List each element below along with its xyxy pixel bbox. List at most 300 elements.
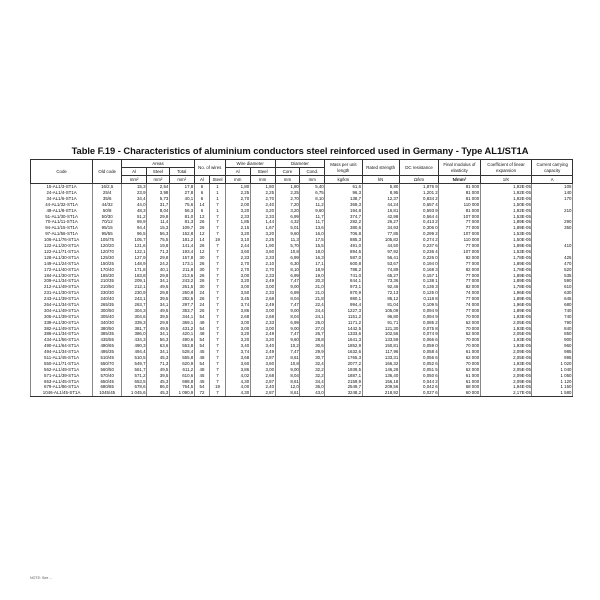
table-cell: 30,6 bbox=[300, 343, 325, 349]
table-cell: 68 000 bbox=[439, 384, 480, 390]
table-cell: 2,09E-05 bbox=[480, 349, 532, 355]
table-cell: 8,10 bbox=[275, 266, 300, 272]
conductor-code-cell: 243-AL1/39-ST1A bbox=[31, 296, 93, 302]
table-body bbox=[31, 184, 573, 397]
conductor-code-cell: 339-AL1/30-ST1A bbox=[31, 319, 93, 325]
table-cell: 1939,5 bbox=[325, 367, 362, 373]
table-cell: 1,89E-05 bbox=[480, 225, 532, 231]
table-cell: 102,56 bbox=[362, 331, 399, 337]
table-cell: 12 bbox=[194, 249, 210, 255]
table-cell: 56,3 bbox=[169, 208, 194, 214]
table-cell: 3,00 bbox=[225, 284, 250, 290]
table-cell: 2159,9 bbox=[325, 378, 362, 384]
table-cell: 210 bbox=[532, 208, 573, 214]
header-mass: Mass per unit length bbox=[325, 160, 362, 176]
table-cell: 3,20 bbox=[225, 208, 250, 214]
table-cell: 980,1 bbox=[325, 296, 362, 302]
table-cell: 844,1 bbox=[325, 278, 362, 284]
conductor-code-cell: 209-AL1/34-ST1A bbox=[31, 278, 93, 284]
table-cell: 1 150 bbox=[532, 384, 573, 390]
table-cell: 61 000 bbox=[439, 378, 480, 384]
table-cell: 16,0 bbox=[300, 231, 325, 237]
table-cell: 9,00 bbox=[275, 284, 300, 290]
conductor-code-cell: 434-AL1/56-ST1A bbox=[31, 337, 93, 343]
conductor-code-cell: 679-AL1/86-ST1A bbox=[31, 384, 93, 390]
table-cell: 553,8 bbox=[169, 343, 194, 349]
table-cell: 495/35 bbox=[93, 349, 122, 355]
table-cell: 48 bbox=[194, 367, 210, 373]
table-cell: 156,18 bbox=[362, 378, 399, 384]
table-cell: 740 bbox=[532, 308, 573, 314]
table-cell: 290 bbox=[532, 219, 573, 225]
table-cell: 48 bbox=[194, 331, 210, 337]
table-cell: 6,99 bbox=[275, 213, 300, 219]
header-old-code: Old code bbox=[93, 160, 122, 184]
table-cell: 6,30 bbox=[275, 261, 300, 267]
unit-expansion: 1/K bbox=[480, 176, 532, 184]
table-cell: 94,4 bbox=[122, 225, 147, 231]
table-cell: 173,1 bbox=[169, 261, 194, 267]
table-cell: 2549,7 bbox=[325, 384, 362, 390]
table-cell: 138,7 bbox=[325, 196, 362, 202]
table-cell: 3,86 bbox=[225, 367, 250, 373]
table-cell: 2,54 bbox=[147, 184, 170, 190]
conductor-code-cell: 122-AL1/20-ST1A bbox=[31, 243, 93, 249]
table-cell: 630 bbox=[532, 290, 573, 296]
table-cell: 26 bbox=[194, 219, 210, 225]
table-cell: 9,60 bbox=[275, 337, 300, 343]
table-cell: 0,094 9 bbox=[399, 314, 438, 320]
table-cell: 2,70 bbox=[225, 261, 250, 267]
table-cell: 900 bbox=[532, 337, 573, 343]
conductor-code-cell: 106-AL1/76-ST1A bbox=[31, 237, 93, 243]
table-cell: 3,20 bbox=[225, 331, 250, 337]
table-cell: 650/45 bbox=[93, 378, 122, 384]
conductor-code-cell: 386-AL1/34-ST1A bbox=[31, 331, 93, 337]
table-cell: 2,40 bbox=[250, 384, 275, 390]
table-cell: 1,85 bbox=[225, 219, 250, 225]
table-cell: 14 bbox=[194, 202, 210, 208]
table-cell: 105/75 bbox=[93, 237, 122, 243]
table-cell: 39,5 bbox=[147, 314, 170, 320]
table-cell: 1 040 bbox=[532, 367, 573, 373]
conductor-code-cell: 212-AL1/49-ST1A bbox=[31, 284, 93, 290]
conductor-code-cell: 382-AL1/49-ST1A bbox=[31, 325, 93, 331]
header-area-total: Total bbox=[169, 168, 194, 176]
table-cell: 26,7 bbox=[300, 331, 325, 337]
table-cell: 1,78E-05 bbox=[480, 284, 532, 290]
table-cell: 34,1 bbox=[147, 349, 170, 355]
table-cell: 34,1 bbox=[147, 331, 170, 337]
table-cell: 1,89E-05 bbox=[480, 243, 532, 249]
unit-strength: kN bbox=[362, 176, 399, 184]
table-cell: 62 000 bbox=[439, 319, 480, 325]
table-cell: 3,00 bbox=[225, 272, 250, 278]
table-cell: 15,3 bbox=[122, 184, 147, 190]
table-cell: 19 bbox=[210, 384, 226, 390]
table-cell: 7,47 bbox=[275, 331, 300, 337]
table-cell: 75,6 bbox=[169, 202, 194, 208]
header-wires-steel: Steel bbox=[210, 176, 226, 184]
table-cell: 470 bbox=[532, 261, 573, 267]
table-cell: 62 000 bbox=[439, 331, 480, 337]
unit-steel-area: mm² bbox=[147, 176, 170, 184]
table-cell: 0,306 0 bbox=[399, 225, 438, 231]
table-cell: 5,01 bbox=[275, 225, 300, 231]
table-cell: 1 045,6 bbox=[122, 390, 147, 396]
table-cell: 1 020 bbox=[532, 361, 573, 367]
table-cell: 8,61 bbox=[275, 378, 300, 384]
table-cell: 81,3 bbox=[169, 219, 194, 225]
table-cell: 1,96E-05 bbox=[480, 290, 532, 296]
table-cell: 7,47 bbox=[275, 302, 300, 308]
table-cell: 385/35 bbox=[93, 331, 122, 337]
conductor-code-cell: 122-AL1/71-ST1A bbox=[31, 249, 93, 255]
table-cell: 3,20 bbox=[250, 337, 275, 343]
table-cell: 77 000 bbox=[439, 225, 480, 231]
table-cell: 75,5 bbox=[147, 237, 170, 243]
table-cell: 81,04 bbox=[362, 302, 399, 308]
table-cell: 894,5 bbox=[325, 249, 362, 255]
table-cell: 494,4 bbox=[122, 349, 147, 355]
table-cell: 81 000 bbox=[439, 196, 480, 202]
table-cell: 10,2 bbox=[275, 343, 300, 349]
table-cell: 0,074 9 bbox=[399, 331, 438, 337]
table-cell: 54 bbox=[194, 325, 210, 331]
table-cell: 15,3 bbox=[147, 225, 170, 231]
table-cell: 7 bbox=[210, 337, 226, 343]
table-cell: 9,00 bbox=[275, 308, 300, 314]
table-cell: 45 bbox=[194, 378, 210, 384]
table-cell: 3,74 bbox=[225, 302, 250, 308]
table-cell: 263,7 bbox=[122, 302, 147, 308]
table-cell: 11,2 bbox=[300, 202, 325, 208]
table-cell: 1045/45 bbox=[93, 390, 122, 396]
table-cell: 146,28 bbox=[362, 367, 399, 373]
table-cell: 698,8 bbox=[169, 378, 194, 384]
table-cell: 2,05E-05 bbox=[480, 319, 532, 325]
table-cell: 8,04 bbox=[147, 208, 170, 214]
table-cell: 8,04 bbox=[275, 314, 300, 320]
table-cell: 1 bbox=[210, 190, 226, 196]
table-cell: 70 000 bbox=[439, 337, 480, 343]
table-cell: 73,36 bbox=[362, 278, 399, 284]
table-cell: 81 000 bbox=[439, 190, 480, 196]
table-cell: 261,5 bbox=[169, 284, 194, 290]
table-cell: 0,157 1 bbox=[399, 272, 438, 278]
table-cell: 1641,3 bbox=[325, 337, 362, 343]
footnote: NOTE: See ... bbox=[30, 576, 53, 580]
table-cell: 587,0 bbox=[325, 255, 362, 261]
table-cell: 72,13 bbox=[362, 290, 399, 296]
table-cell: 1 580 bbox=[532, 390, 573, 396]
table-cell: 344,1 bbox=[169, 314, 194, 320]
table-cell: 8,04 bbox=[275, 373, 300, 379]
table-cell: 680/85 bbox=[93, 384, 122, 390]
table-cell: 49,5 bbox=[147, 367, 170, 373]
table-cell: 3,20 bbox=[275, 208, 300, 214]
table-cell: 122,1 bbox=[122, 249, 147, 255]
table-cell: 2,09E-05 bbox=[480, 373, 532, 379]
table-cell: 53,67 bbox=[362, 261, 399, 267]
table-cell: 7 bbox=[210, 367, 226, 373]
table-cell: 3,20 bbox=[225, 337, 250, 343]
table-cell: 77 000 bbox=[439, 308, 480, 314]
table-cell: 77,85 bbox=[362, 231, 399, 237]
conductor-code-cell: 94-AL1/15-ST1A bbox=[31, 225, 93, 231]
table-cell: 0,052 6 bbox=[399, 361, 438, 367]
table-cell: 386,0 bbox=[122, 331, 147, 337]
table-cell: 19 bbox=[210, 237, 226, 243]
table-cell: 26 bbox=[194, 308, 210, 314]
table-cell: 680 bbox=[532, 302, 573, 308]
table-cell: 148,9 bbox=[122, 261, 147, 267]
table-cell: 62 000 bbox=[439, 367, 480, 373]
table-cell: 0,299 2 bbox=[399, 231, 438, 237]
conductor-code-cell: 44-AL1/32-ST1A bbox=[31, 202, 93, 208]
table-cell: 4,02 bbox=[225, 373, 250, 379]
table-cell: 1,89E-05 bbox=[480, 272, 532, 278]
table-cell: 2,05E-05 bbox=[480, 367, 532, 373]
table-cell: 0,237 6 bbox=[399, 243, 438, 249]
table-cell: 136,40 bbox=[362, 373, 399, 379]
table-cell: 48,3 bbox=[122, 208, 147, 214]
table-cell: 35/6 bbox=[93, 196, 122, 202]
table-cell: 54 bbox=[194, 384, 210, 390]
table-cell: 24 bbox=[194, 290, 210, 296]
table-cell: 11,7 bbox=[300, 213, 325, 219]
table-cell: 435/55 bbox=[93, 337, 122, 343]
table-cell: 30 bbox=[194, 255, 210, 261]
table-cell: 1 120 bbox=[532, 378, 573, 384]
table-cell: 3,60 bbox=[225, 361, 250, 367]
table-cell: 212,1 bbox=[122, 284, 147, 290]
table-cell: 141,4 bbox=[169, 243, 194, 249]
table-cell: 1 090,9 bbox=[169, 390, 194, 396]
table-cell: 1,89E-05 bbox=[480, 308, 532, 314]
header-areas: Areas bbox=[122, 160, 195, 168]
table-cell: 39,5 bbox=[147, 296, 170, 302]
table-cell: 107 000 bbox=[439, 231, 480, 237]
header-current: Current carrying capacity bbox=[532, 160, 573, 176]
table-cell: 0,056 6 bbox=[399, 355, 438, 361]
table-cell: 885,3 bbox=[325, 237, 362, 243]
table-cell: 9,60 bbox=[300, 208, 325, 214]
header-code: Code bbox=[31, 160, 93, 184]
table-cell: 125/30 bbox=[93, 255, 122, 261]
table-cell: 300/50 bbox=[93, 308, 122, 314]
table-cell: 260,8 bbox=[169, 290, 194, 296]
table-cell: 243,1 bbox=[122, 296, 147, 302]
table-cell: 2,49 bbox=[250, 302, 275, 308]
table-cell: 282,2 bbox=[325, 219, 362, 225]
table-cell: 3,74 bbox=[225, 349, 250, 355]
table-cell: 77 000 bbox=[439, 243, 480, 249]
table-cell: 304,6 bbox=[122, 314, 147, 320]
table-cell: 0,593 9 bbox=[399, 208, 438, 214]
conductor-code-cell: 264-AL1/34-ST1A bbox=[31, 302, 93, 308]
table-cell: 6,99 bbox=[275, 290, 300, 296]
table-cell: 24,2 bbox=[147, 261, 170, 267]
conductor-code-cell: 128-AL1/30-ST1A bbox=[31, 255, 93, 261]
table-cell: 166,32 bbox=[362, 361, 399, 367]
table-cell: 110 000 bbox=[439, 237, 480, 243]
table-cell: 97,92 bbox=[362, 249, 399, 255]
table-cell: 1333,6 bbox=[325, 331, 362, 337]
table-cell: 3248,2 bbox=[325, 390, 362, 396]
table-cell: 49,5 bbox=[147, 284, 170, 290]
table-cell: 20,3 bbox=[300, 278, 325, 284]
table-cell: 1151,2 bbox=[325, 314, 362, 320]
table-cell: 1,53E-05 bbox=[480, 231, 532, 237]
table-cell: 7 bbox=[210, 255, 226, 261]
table-cell: 3,00 bbox=[250, 284, 275, 290]
unit-cond: mm bbox=[300, 176, 325, 184]
table-cell: 22,4 bbox=[300, 302, 325, 308]
table-cell: 561,7 bbox=[122, 367, 147, 373]
table-cell: 1,80 bbox=[275, 184, 300, 190]
table-cell: 210/50 bbox=[93, 284, 122, 290]
table-cell: 70 000 bbox=[439, 314, 480, 320]
table-cell: 26 bbox=[194, 296, 210, 302]
table-cell: 790 bbox=[532, 319, 573, 325]
unit-current: A bbox=[532, 176, 573, 184]
table-cell: 2,33 bbox=[225, 255, 250, 261]
table-cell: 39,5 bbox=[147, 373, 170, 379]
conductor-code-cell: 24-AL1/4-ST1A bbox=[31, 190, 93, 196]
table-cell: 60 000 bbox=[439, 390, 480, 396]
table-cell: 157,8 bbox=[169, 255, 194, 261]
table-cell: 210/35 bbox=[93, 278, 122, 284]
table-cell: 19,0 bbox=[300, 272, 325, 278]
table-cell: 56,41 bbox=[362, 255, 399, 261]
table-cell: 2,87 bbox=[250, 378, 275, 384]
table-cell: 13,6 bbox=[300, 225, 325, 231]
table-cell: 7 bbox=[210, 231, 226, 237]
table-cell: 2,49 bbox=[250, 331, 275, 337]
table-cell: 96,3 bbox=[325, 190, 362, 196]
table-cell: 0,138 1 bbox=[399, 278, 438, 284]
table-cell: 369,1 bbox=[169, 319, 194, 325]
table-cell: 1765,3 bbox=[325, 355, 362, 361]
table-cell: 7 bbox=[210, 319, 226, 325]
table-cell: 150,81 bbox=[362, 343, 399, 349]
table-cell: 16,81 bbox=[362, 208, 399, 214]
table-cell: 8,95 bbox=[362, 190, 399, 196]
table-cell: 7 bbox=[210, 355, 226, 361]
table-cell: 121,6 bbox=[122, 243, 147, 249]
conductor-code-cell: 70-AL1/11-ST1A bbox=[31, 219, 93, 225]
table-cell: 0,059 0 bbox=[399, 343, 438, 349]
table-cell: 7 bbox=[210, 373, 226, 379]
table-cell: 26 bbox=[194, 278, 210, 284]
table-cell: 1,78E-05 bbox=[480, 266, 532, 272]
table-cell: 510,5 bbox=[122, 355, 147, 361]
table-cell: 2,33 bbox=[225, 213, 250, 219]
table-cell: 1,89E-05 bbox=[480, 296, 532, 302]
conductor-code-cell: 550-AL1/71-ST1A bbox=[31, 361, 93, 367]
header-area-steel: Steel bbox=[147, 168, 170, 176]
table-cell: 2,25 bbox=[250, 237, 275, 243]
table-cell: 23,9 bbox=[122, 190, 147, 196]
table-cell: 25/4 bbox=[93, 190, 122, 196]
table-cell: 61 000 bbox=[439, 373, 480, 379]
table-cell: 77 000 bbox=[439, 261, 480, 267]
table-cell: 8,04 bbox=[275, 296, 300, 302]
header-modulus: Final modulus of elasticity bbox=[439, 160, 480, 176]
conductor-code-cell: 172-AL1/40-ST1A bbox=[31, 266, 93, 272]
table-cell: 2,25 bbox=[275, 190, 300, 196]
table-cell: 171,8 bbox=[122, 266, 147, 272]
table-cell: 2,33 bbox=[250, 213, 275, 219]
conductor-code-cell: 305-AL1/39-ST1A bbox=[31, 314, 93, 320]
table-cell: 678,6 bbox=[122, 384, 147, 390]
table-cell: 7 bbox=[210, 314, 226, 320]
table-cell: 34,1 bbox=[147, 302, 170, 308]
unit-wire-steel: mm bbox=[250, 176, 275, 184]
table-cell: 30,7 bbox=[300, 355, 325, 361]
conductor-code-cell: 304-AL1/49-ST1A bbox=[31, 308, 93, 314]
table-cell: 3,60 bbox=[225, 249, 250, 255]
table-cell: 91,71 bbox=[362, 319, 399, 325]
table-cell: 7,47 bbox=[275, 278, 300, 284]
table-cell: 185/30 bbox=[93, 272, 122, 278]
table-cell: 50/30 bbox=[93, 213, 122, 219]
table-cell: 44,0 bbox=[122, 202, 147, 208]
table-cell: 7 bbox=[210, 243, 226, 249]
table-cell: 1,89E-05 bbox=[480, 261, 532, 267]
table-cell: 2,70 bbox=[250, 266, 275, 272]
table-cell: 82 000 bbox=[439, 266, 480, 272]
table-cell: 25,0 bbox=[300, 319, 325, 325]
table-cell: 44,50 bbox=[362, 243, 399, 249]
table-cell: 1,94E-05 bbox=[480, 384, 532, 390]
table-cell: 353,7 bbox=[169, 308, 194, 314]
table-cell: 994,4 bbox=[325, 302, 362, 308]
table-cell: 29,9 bbox=[300, 349, 325, 355]
table-cell: 520 bbox=[532, 266, 573, 272]
table-cell: 240/40 bbox=[93, 296, 122, 302]
table-cell: 81,0 bbox=[169, 213, 194, 219]
table-cell: 30 bbox=[194, 284, 210, 290]
table-cell: 7 bbox=[210, 378, 226, 384]
table-cell: 2,68 bbox=[250, 296, 275, 302]
table-cell: 2,68 bbox=[225, 314, 250, 320]
table-cell: 610,6 bbox=[169, 373, 194, 379]
table-cell: 2,33 bbox=[250, 290, 275, 296]
table-cell: 105 bbox=[532, 184, 573, 190]
table-cell: 0,274 2 bbox=[399, 237, 438, 243]
table-cell: 2,87 bbox=[250, 390, 275, 396]
table-cell: 40,1 bbox=[169, 196, 194, 202]
table-cell: 34,4 bbox=[122, 196, 147, 202]
table-cell: 0,236 4 bbox=[399, 249, 438, 255]
table-cell: 54 bbox=[194, 314, 210, 320]
table-cell: 425 bbox=[532, 255, 573, 261]
table-cell: 193,4 bbox=[169, 249, 194, 255]
table-cell: 1,53E-05 bbox=[480, 213, 532, 219]
table-cell: 5,73 bbox=[147, 196, 170, 202]
table-cell: 788,2 bbox=[325, 266, 362, 272]
unit-al-area: mm² bbox=[122, 176, 147, 184]
table-cell: 2,05E-05 bbox=[480, 331, 532, 337]
table-cell: 65,27 bbox=[362, 272, 399, 278]
table-cell: 34,4 bbox=[300, 378, 325, 384]
table-cell: 2,44 bbox=[225, 243, 250, 249]
table-cell: 305/40 bbox=[93, 314, 122, 320]
table-cell: 11,3 bbox=[275, 237, 300, 243]
table-cell: 380/50 bbox=[93, 325, 122, 331]
